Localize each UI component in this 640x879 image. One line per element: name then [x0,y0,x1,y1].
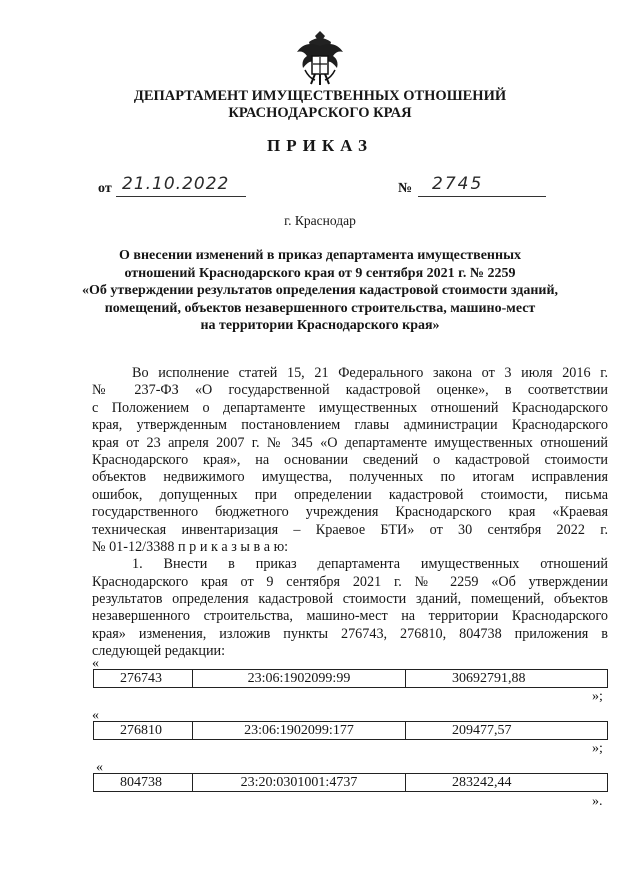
subject-line: «Об утверждении результатов определения кадастровой стоимости зданий, [82,283,559,298]
body-line: Краснодарского края от 9 сентября 2021 г. № 2259 «Об утверждении [92,573,608,590]
body-line: техническая инвентаризация – Краевое БТИ» от 30 сентября 2022 г. [92,521,608,538]
opening-quote: « [92,708,99,723]
body-line: № 01-12/3388 п р и к а з ы в а ю: [92,538,289,555]
closing-quote: »; [592,689,603,704]
body-line: края» изменения, изложив пункты 276743, 276810, 804738 приложения в [92,625,608,642]
body-line: объектов недвижимого имущества, полученных по итогам исправления [92,469,608,486]
body-line: с Положением о департаменте имущественных отношений Краснодарского [92,399,608,416]
item-number-cell: 276743 [94,670,193,688]
cadastral-number-cell: 23:06:1902099:99 [193,670,406,688]
opening-quote: « [92,656,99,671]
order-subject [82,247,558,335]
body-line: государственного бюджетного учреждения Краснодарского края «Краевая [92,504,608,521]
order-number: 2745 [432,174,484,194]
cadastral-number-cell: 23:20:0301001:4737 [193,774,406,792]
replacement-table-2 [93,721,608,740]
table-row [94,670,608,688]
closing-quote: ». [592,794,603,809]
body-line: незавершенного строительства, машино-мест на территории Краснодарского [92,608,608,625]
cadastral-value-cell: 283242,44 [406,774,608,792]
city: г. Краснодар [284,213,356,228]
order-body [92,365,608,661]
closing-quote: »; [592,741,603,756]
body-line: следующей редакции: [92,643,226,660]
table-row [94,774,608,792]
subject-line: помещений, объектов незавершенного строительства, машино-мест [104,300,536,316]
body-line: ошибок, допущенных при определении кадастровой стоимости, письма [92,486,608,503]
replacement-table-1 [93,669,608,688]
body-line: Во исполнение статей 15, 21 Федерального закона от 3 июля 2016 г. [132,365,608,381]
order-title: ПРИКАЗ [267,136,373,155]
body-line: края, утвержденным постановлением главы администрации Краснодарского [92,417,608,434]
table-row [94,722,608,740]
body-line: 1. Внести в приказ департамента имущественных отношений [132,556,608,573]
cadastral-number-cell: 23:06:1902099:177 [193,722,406,740]
body-line: края от 23 апреля 2007 г. № 345 «О департаменте имущественных отношений [92,434,608,451]
date-underline [116,196,246,197]
coat-of-arms-icon [295,30,345,86]
item-number-cell: 804738 [94,774,193,792]
subject-line: О внесении изменений в приказ департамента имущественных [119,248,521,263]
cadastral-value-cell: 209477,57 [406,722,608,740]
department-name-line2: КРАСНОДАРСКОГО КРАЯ [228,105,412,121]
department-name-line1: ДЕПАРТАМЕНТ ИМУЩЕСТВЕННЫХ ОТНОШЕНИЙ [133,88,507,104]
item-number-cell: 276810 [94,722,193,740]
subject-line: отношений Краснодарского края от 9 сентября 2021 г. № 2259 [124,265,516,281]
opening-quote: « [96,760,103,775]
subject-line: на территории Краснодарского края» [200,318,440,333]
order-date: 21.10.2022 [122,174,230,194]
body-line: результатов определения кадастровой стоимости зданий, помещений, объектов [92,591,608,608]
number-underline [418,196,546,197]
date-label: от [98,181,112,196]
number-label: № [398,181,413,196]
body-line: Краснодарского края», на основании сведений о кадастровой стоимости [92,451,608,468]
replacement-table-3 [93,773,608,792]
body-line: № 237-ФЗ «О государственной кадастровой оценке», в соответствии [92,382,608,399]
cadastral-value-cell: 30692791,88 [406,670,608,688]
